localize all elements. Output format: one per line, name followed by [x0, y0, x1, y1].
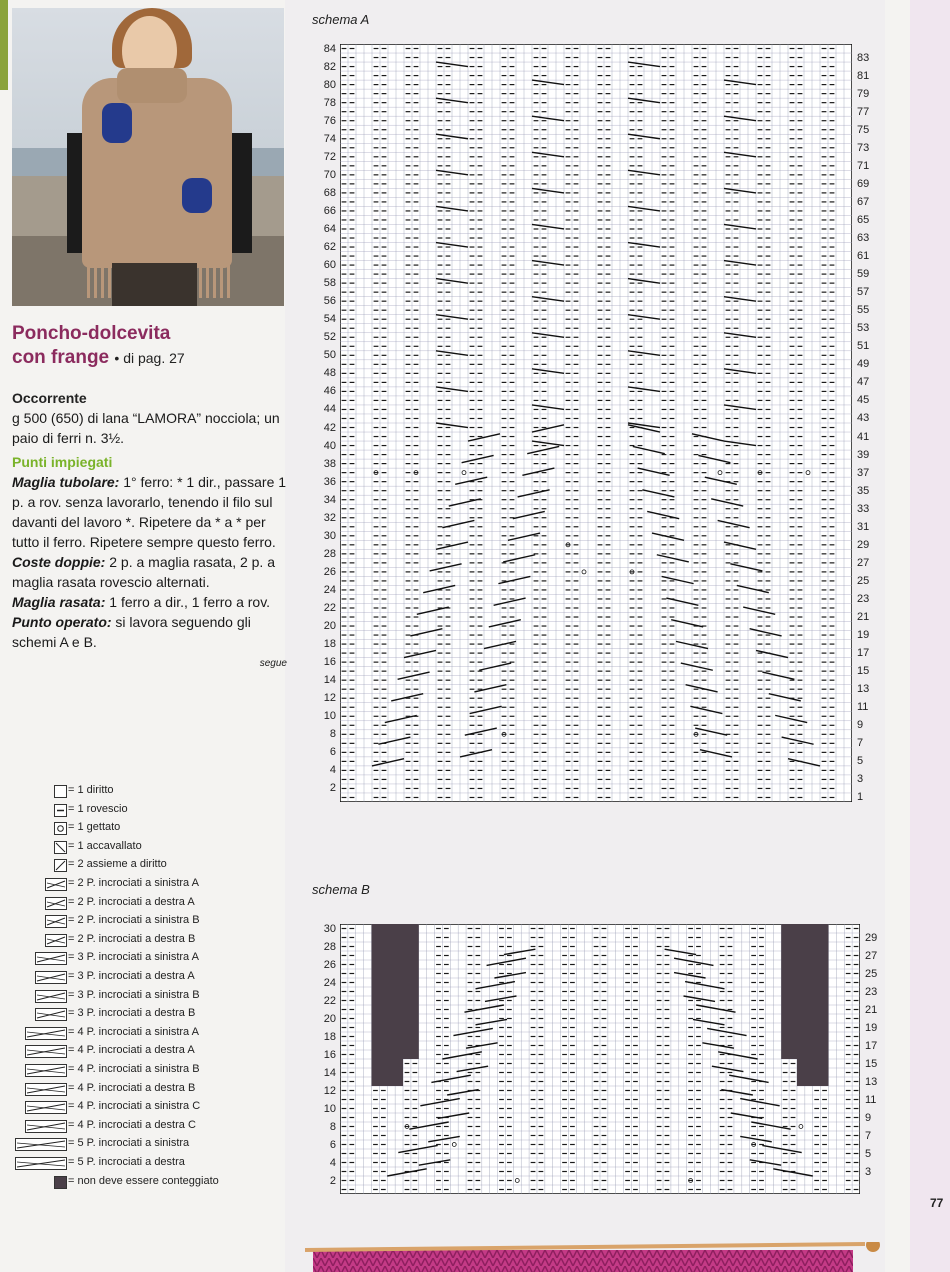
row-number-right: 53: [857, 322, 870, 335]
legend-symbol-cable4: [25, 1120, 67, 1133]
row-number-right: 67: [857, 195, 870, 208]
legend-row: [10, 1005, 290, 1023]
legend-symbol-cable2: [45, 934, 67, 947]
legend-label: = 4 P. incrociati a sinistra B: [68, 1063, 200, 1075]
row-number-right: 49: [857, 358, 870, 371]
schema-a-title: schema A: [312, 12, 370, 27]
row-number-left: 4: [329, 1156, 336, 1169]
row-number-right: 69: [857, 177, 870, 190]
row-number-right: 11: [865, 1093, 877, 1106]
legend-symbol-backslash: [54, 841, 67, 854]
row-number-left: 44: [323, 403, 336, 416]
row-number-left: 28: [323, 940, 336, 953]
legend-label: = 1 rovescio: [68, 802, 128, 815]
legend-label: = 5 P. incrociati a sinistra: [68, 1137, 190, 1150]
row-number-left: 16: [323, 656, 336, 669]
row-number-right: 7: [865, 1129, 872, 1142]
row-number-right: 19: [857, 629, 870, 642]
legend-label: = 2 P. incrociati a destra A: [68, 895, 195, 908]
legend-row: [10, 1080, 290, 1098]
legend-row: [10, 875, 290, 893]
punti-heading: Punti impiegati: [12, 454, 113, 470]
row-number-left: 60: [323, 259, 336, 272]
row-number-left: 38: [323, 457, 336, 470]
row-number-left: 42: [323, 421, 336, 434]
occorrente-heading: Occorrente: [12, 390, 87, 406]
legend-label: = 3 P. incrociati a destra A: [68, 970, 195, 982]
row-number-left: 22: [323, 994, 336, 1007]
legend-symbol-cable5: [15, 1157, 67, 1170]
legend-label: = 2 P. incrociati a sinistra A: [68, 877, 199, 889]
row-number-left: 82: [323, 60, 336, 73]
legend-row: [10, 931, 290, 949]
legend-label: = 4 P. incrociati a destra C: [68, 1118, 196, 1131]
legend-label: = 5 P. incrociati a destra: [68, 1156, 185, 1168]
row-number-right: 63: [857, 232, 870, 244]
row-number-left: 12: [323, 1084, 336, 1097]
schema-b-title: schema B: [312, 882, 370, 897]
row-number-right: 65: [857, 213, 870, 226]
row-number-left: 22: [323, 601, 336, 614]
legend-label: = 4 P. incrociati a sinistra C: [68, 1100, 201, 1113]
legend-symbol-cable3: [35, 1008, 67, 1021]
legend-row: [10, 1117, 290, 1135]
title-line-1: Poncho-dolcevita: [12, 323, 171, 344]
article-title: [12, 322, 282, 370]
row-number-right: 79: [857, 87, 870, 100]
row-number-left: 84: [323, 42, 336, 55]
row-number-left: 10: [323, 1102, 336, 1115]
row-number-left: 76: [323, 114, 336, 127]
legend-label: = 1 diritto: [68, 784, 114, 796]
legend-label: = 4 P. incrociati a destra A: [68, 1044, 195, 1057]
row-number-right: 13: [857, 683, 870, 696]
row-number-right: 3: [865, 1165, 872, 1178]
row-number-right: 35: [857, 484, 870, 497]
row-number-right: 11: [857, 701, 869, 714]
row-number-left: 20: [323, 1012, 336, 1025]
row-number-left: 30: [323, 922, 336, 935]
row-number-left: 14: [323, 674, 336, 687]
legend-label: = 2 assieme a diritto: [68, 858, 167, 871]
row-number-left: 64: [323, 222, 336, 235]
row-number-left: 40: [323, 439, 336, 452]
row-number-left: 72: [323, 150, 336, 163]
row-number-right: 39: [857, 448, 870, 461]
row-number-left: 18: [323, 1030, 336, 1043]
row-number-right: 77: [857, 105, 870, 118]
row-number-right: 31: [857, 520, 870, 533]
row-number-left: 50: [323, 349, 336, 362]
row-number-left: 68: [323, 186, 336, 199]
legend-row: [10, 801, 290, 819]
row-number-left: 8: [329, 1120, 336, 1133]
legend-symbol-cable4: [25, 1045, 67, 1058]
legend-symbol-filled: [54, 1176, 67, 1189]
row-number-right: 17: [857, 647, 870, 660]
row-number-left: 78: [323, 96, 336, 109]
row-number-left: 52: [323, 331, 336, 344]
row-number-left: 8: [329, 728, 336, 741]
row-number-left: 12: [323, 692, 336, 705]
legend-label: = 4 P. incrociati a destra B: [68, 1081, 196, 1094]
legend-label: = 3 P. incrociati a sinistra B: [68, 988, 200, 1001]
legend-label: = non deve essere conteggiato: [68, 1174, 219, 1187]
row-number-left: 58: [323, 277, 336, 290]
legend-symbol-cable3: [35, 971, 67, 984]
legend-row: [10, 1154, 290, 1172]
legend-symbol-cable2: [45, 878, 67, 891]
row-number-left: 70: [323, 168, 336, 181]
legend-row: [10, 894, 290, 912]
legend-row: [10, 1024, 290, 1042]
legend-label: = 3 P. incrociati a sinistra A: [68, 951, 199, 964]
legend-symbol-cable3: [35, 990, 67, 1003]
page-edge-accent: [0, 0, 8, 90]
occorrente-text: g 500 (650) di lana “LAMORA” nocciola; un paio di ferri n. 3½.: [12, 410, 280, 446]
row-number-right: 21: [865, 1003, 878, 1016]
legend-row: [10, 912, 290, 930]
legend-label: = 1 gettato: [68, 821, 121, 834]
legend-symbol-blank: [54, 785, 67, 798]
row-number-left: 36: [323, 475, 336, 488]
row-number-right: 13: [865, 1075, 878, 1088]
row-number-left: 62: [323, 241, 336, 254]
row-number-right: 25: [865, 967, 878, 980]
row-number-left: 30: [323, 529, 336, 542]
row-number-right: 61: [857, 250, 870, 263]
stitch-punto-operato: Punto operato: si lavora seguendo gli schemi A e B.: [12, 614, 251, 650]
gridA-grid: [340, 44, 852, 802]
row-number-right: 33: [857, 502, 870, 515]
row-number-left: 46: [323, 385, 336, 398]
row-number-right: 73: [857, 141, 870, 154]
legend-symbol-cable4: [25, 1027, 67, 1040]
row-number-left: 74: [323, 132, 336, 145]
row-number-left: 24: [323, 583, 336, 596]
row-number-right: 57: [857, 286, 870, 299]
legend-symbol-cable4: [25, 1064, 67, 1077]
legend-row: [10, 856, 290, 874]
row-number-left: 26: [323, 565, 336, 578]
row-number-right: 29: [865, 931, 878, 944]
row-number-left: 14: [323, 1066, 336, 1079]
row-number-right: 43: [857, 412, 870, 425]
segue-label: segue: [259, 658, 287, 669]
row-number-left: 16: [323, 1048, 336, 1061]
row-number-right: 5: [865, 1147, 872, 1160]
legend-label: = 3 P. incrociati a destra B: [68, 1007, 196, 1020]
title-line-2: con frange: [12, 347, 110, 368]
page-number: 77: [930, 1196, 944, 1210]
row-number-right: 19: [865, 1021, 878, 1034]
legend-symbol-cable4: [25, 1101, 67, 1114]
model-photo: [12, 8, 284, 306]
stitch-maglia-rasata: Maglia rasata: 1 ferro a dir., 1 ferro a rov.: [12, 594, 271, 610]
row-number-left: 10: [323, 710, 336, 723]
side-section-tab: [910, 0, 950, 1272]
row-number-right: 27: [857, 556, 870, 569]
row-number-right: 47: [857, 376, 870, 389]
row-number-right: 23: [865, 985, 878, 998]
row-number-right: 81: [857, 69, 870, 82]
row-number-left: 2: [329, 782, 336, 795]
legend-label: = 1 accavallato: [68, 839, 142, 852]
page-reference: • di pag. 27: [114, 350, 185, 366]
row-number-left: 2: [329, 1174, 336, 1187]
legend-label: = 2 P. incrociati a sinistra B: [68, 914, 200, 927]
legend-symbol-cable5: [15, 1138, 67, 1151]
legend-row: [10, 819, 290, 837]
legend-row: [10, 838, 290, 856]
row-number-left: 24: [323, 976, 336, 989]
row-number-right: 15: [865, 1057, 878, 1070]
row-number-right: 1: [857, 791, 864, 804]
row-number-right: 17: [865, 1039, 878, 1052]
row-number-right: 3: [857, 773, 864, 786]
legend-row: [10, 1173, 290, 1191]
row-number-right: 29: [857, 538, 870, 551]
row-number-right: 5: [857, 755, 864, 768]
row-number-left: 34: [323, 493, 336, 506]
row-number-left: 18: [323, 638, 336, 651]
legend-symbol-cable4: [25, 1083, 67, 1096]
row-number-right: 9: [857, 719, 864, 732]
row-number-right: 75: [857, 123, 870, 136]
row-number-left: 66: [323, 204, 336, 217]
legend-row: [10, 1061, 290, 1079]
row-number-right: 27: [865, 949, 878, 962]
row-number-left: 32: [323, 511, 336, 524]
stitch-coste-doppie: Coste doppie: 2 p. a maglia rasata, 2 p. a maglia rasata rovescio alternati.: [12, 554, 275, 590]
row-number-right: 37: [857, 466, 870, 479]
legend-row: [10, 1098, 290, 1116]
legend-symbol-slash: [54, 859, 67, 872]
gridB-grid: [340, 924, 860, 1194]
row-number-right: 9: [865, 1111, 872, 1124]
row-number-left: 6: [329, 1138, 336, 1151]
row-number-left: 4: [329, 764, 336, 777]
row-number-left: 6: [329, 746, 336, 759]
legend-row: [10, 949, 290, 967]
row-number-right: 23: [857, 592, 870, 605]
row-number-right: 21: [857, 611, 870, 623]
row-number-right: 83: [857, 51, 870, 64]
row-number-right: 7: [857, 737, 864, 750]
legend-symbol-dash: [54, 804, 67, 817]
row-number-left: 20: [323, 620, 336, 633]
legend-label: = 4 P. incrociati a sinistra A: [68, 1025, 199, 1038]
legend-row: [10, 987, 290, 1005]
legend-symbol-cable2: [45, 915, 67, 928]
row-number-right: 55: [857, 304, 870, 317]
row-number-right: 15: [857, 665, 870, 678]
legend-label: = 2 P. incrociati a destra B: [68, 932, 196, 945]
row-number-left: 28: [323, 547, 336, 560]
row-number-left: 80: [323, 78, 336, 91]
row-number-right: 45: [857, 394, 870, 407]
row-number-right: 71: [857, 159, 870, 172]
row-number-right: 51: [857, 340, 870, 353]
row-number-left: 48: [323, 367, 336, 380]
legend-row: [10, 782, 290, 800]
legend-row: [10, 1042, 290, 1060]
row-number-right: 41: [857, 430, 870, 443]
row-number-right: 25: [857, 574, 870, 587]
legend-symbol-cable2: [45, 897, 67, 910]
instructions: [12, 388, 287, 674]
row-number-right: 59: [857, 268, 870, 281]
legend-row: [10, 1135, 290, 1153]
legend-symbol-circle: [54, 822, 67, 835]
row-number-left: 56: [323, 295, 336, 308]
stitch-maglia-tubolare: Maglia tubolare: 1° ferro: * 1 dir., passare 1 p. a rov. senza lavorarlo, tenendo il filo sul davanti del lavoro *. Ripetere da * a * per tutto il ferro. Ripetere sempre questo ferro.: [12, 474, 287, 550]
knitting-needle-image: [305, 1242, 885, 1272]
row-number-left: 26: [323, 958, 336, 971]
legend-symbol-cable3: [35, 952, 67, 965]
row-number-left: 54: [323, 313, 336, 326]
legend-row: [10, 968, 290, 986]
